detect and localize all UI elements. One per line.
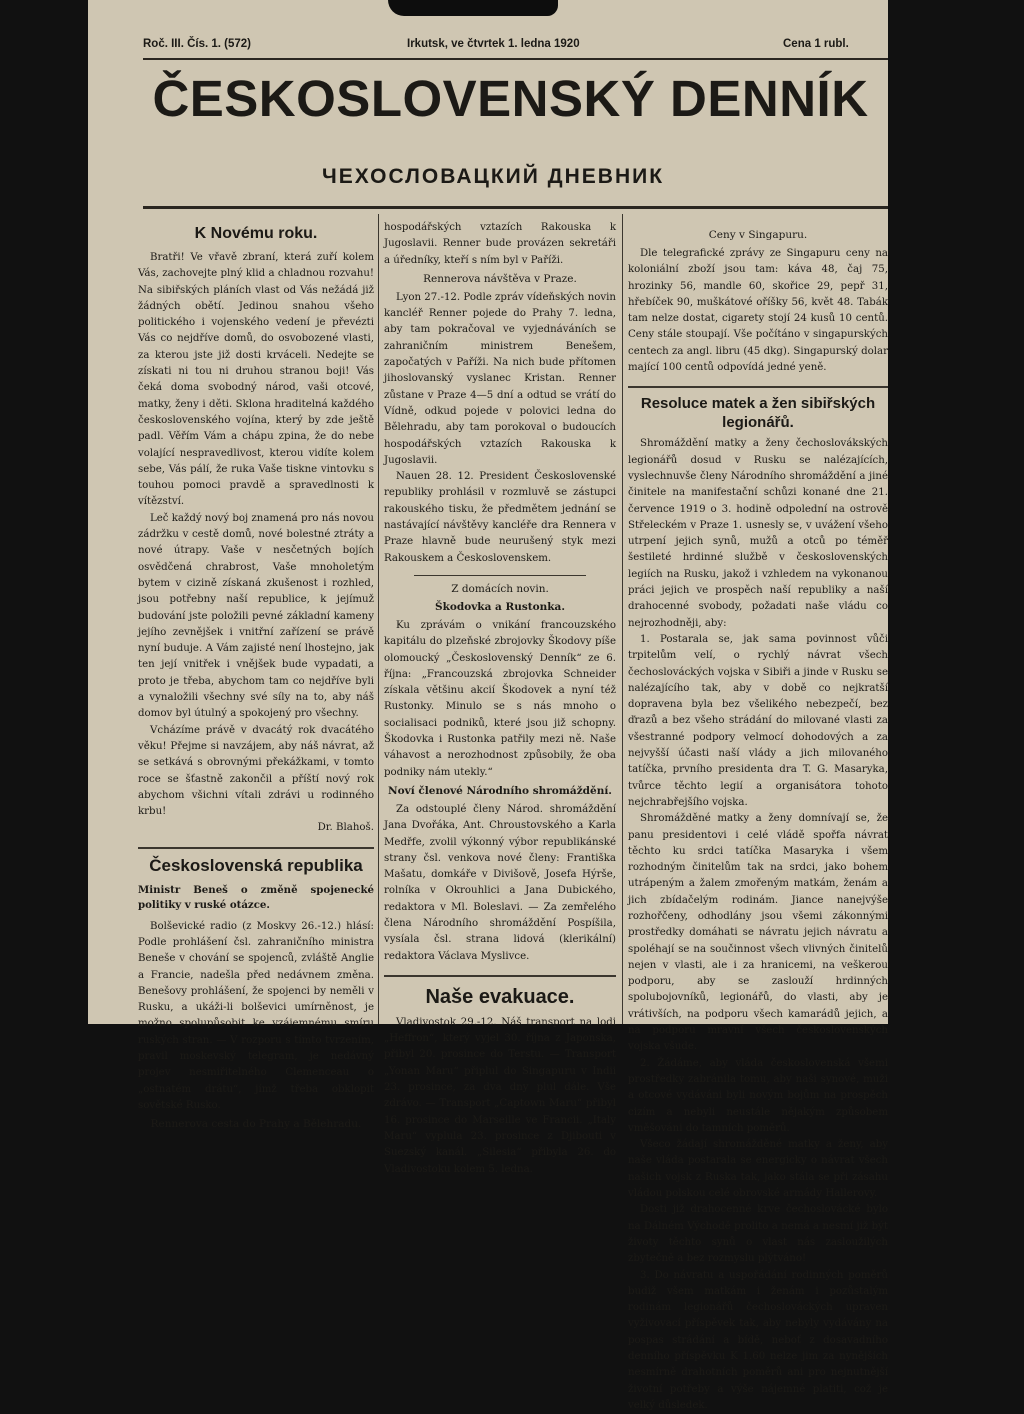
article-paragraph: Vcházíme právě v dvacátý rok dvacátého věku! Přejme si navzájem, aby náš návrat, až se setkává s obrovnými překážkami, v tomto roce se šťastně zakončil a příští nový rok abychom všichni vítali zdrávi u rodinného krbu! xyxy=(138,724,374,818)
place-date: Irkutsk, ve čtvrtek 1. ledna 1920 xyxy=(407,38,580,50)
article-paragraph: Shromážděné matky a ženy domnívají se, že panu presidentovi i celé vládě spořfa návrat těchto ku srdci tatíčka Masaryka i všem rozhodným činitelům tak na srdci, jako bohem utrápeným a žalem zmořeným matkám, ženám a jich zbídačelým rodinám. Jiance nanejvýše rozhořčeny, odhodlány jsou všemi zákonnými prostředky domáhati se návratu jejich návratu a spoléhají se na součinnost všech vlivných činitelů nejen v vlasti, ale i za hranicemi, na veškerou podporu, aby se zaslouží hrdinných spolubojovníků, legionářů, do vlasti, aby je vrátivších, na podporu všech kamarádů jejich, a na podporu mravní všech československých vojska všude. xyxy=(628,813,888,1053)
masthead-rule-top xyxy=(143,58,888,60)
article-subtitle: Rennerova cesta do Prahy a Bělehradu. xyxy=(150,1118,362,1131)
section-divider xyxy=(384,975,616,977)
article-title: K Novému roku. xyxy=(194,225,318,242)
article-paragraph: Bratři! Ve vřavě zbraní, která zuří kolem Vás, zachovejte plný klid a chladnou rozvahu! Na sibiřských pláních vlast od Vás nežádá již žádných obětí. Jedinou snahou všeho politického i vojenského vedení je převézti Vás co nejdříve domů, do osvobozené vlasti, za kterou jste již dosti krváceli. Nedejte se získati ni tou ni druhou stranou boji! Vás čeká doma svobodný národ, vaši otcové, matky, ženy i děti. Sklona hraditelná každého československého vojína, který by zde ještě padl. Věřím Vám a chápu zpina, že do nebe volající nespravedlivost, kterou vidíte kolem sebe, Vás pálí, že ruka Vaše tiskne vintovku s touhou pomoci pravdě a spravedlnosti k vítězství. xyxy=(138,252,374,508)
price: Cena 1 rubl. xyxy=(783,38,849,50)
article-subtitle: Rennerova návštěva v Praze. xyxy=(423,272,577,285)
article-paragraph: Leč každý nový boj znamená pro nás novou zádržku v cestě domů, nové bolestné ztráty a nové útrapy. Vaše v nesčetných bojích osvědčená chrabrost, Vaše mnoholetým bytem v cizině získaná zkušenost i rozhled, jsou potřebny naší republice, k jejímuž budování jste položili pevné základní kameny jejího zevnějšek i vnitřní zařízení se právě nyní buduje. A Vám zajisté není lhostejno, jak ten její vnitřek i vnějšek bude vypadati, a proto je třeba, abychom tam co nejdříve byli a vynaložili všechny své síly na to, aby náš domov byl útulný a spokojený pro všechny. xyxy=(138,512,374,720)
column-left xyxy=(138,220,374,1131)
column-divider xyxy=(622,214,623,1024)
torn-edge xyxy=(388,0,558,16)
article-paragraph: Ku zprávám o vnikání francouzského kapitálu do plzeňské zbrojovky Škodovy píše olomoucký „Československý Denník“ ze 6. října: „Francouzská zbrojovka Schneider získala většinu akcií Škodovek a nyní též Rustonky. Minulo se s nás mnoho o socialisaci podniků, které jsou již schopny. Škodovka i Rustonka patřily mezi ně. Naše váhavost a nerozhodnost způsobily, že oba podniky nám utekly.“ xyxy=(384,619,616,778)
article-paragraph: Dle telegrafické zprávy ze Singapuru ceny na koloniální zboží jsou tam: káva 48, čaj 75, hrozinky 56, mandle 60, skořice 29, pepř 31, hřebíček 90, muškátové oříšky 56, květ 48. Tabák tam nelze dostat, cigarety stojí 24 kusů 10 centů. Ceny stále stoupají. Vše počítáno v singapurských centech za angl. libru (45 dkg). Singapurský dolar mající 100 centů odpovídá jedné yeně. xyxy=(628,248,888,374)
newspaper-title: ČESKOSLOVENSKÝ DENNÍK xyxy=(152,70,869,127)
article-paragraph: Dosti již drahocenné krve čechoslovácké bylo na Dálném Východě prolito a nemá a nesmí již být životy těchto synů o vlast nás zasloužilých zbytečně a bez rozmyslu plýtváno! xyxy=(628,1204,888,1265)
column-middle xyxy=(384,220,616,1175)
article-paragraph: Všeco žádají shromážděné matky a ženy, aby naše vláda postarala se energicky o návrat všech našich vojsk z Ruska tak, jako stála se při zásahu vládou polskou celé obrovské armády Hallerovy. xyxy=(628,1139,888,1200)
article-paragraph: 3. Do návratu a uspořádání rodinných poměrů budiž všem matkám i ženám i pozůstalým rodinám legionářů čechoslováckých upraven vyživovací příspěvek tak, aby nebyly vydávány na pospas strádání a bídě, neboť z dosavadního denního příspěvku K 1.60 nelze jim za nynějších nesmírně drahotních poměrů ani pro nejnutnější životní potřeby a výše nájemné platiti, což je velký důsledek. xyxy=(628,1269,888,1411)
newspaper-page xyxy=(88,0,888,1411)
article-paragraph: Vladivostok 29.-12. Náš transport na lodi „Heffron“, který vyjel 30. října z Japonska, přibyl 20. prosince do Terstu. — Transport „Yonan Maru“ připlul do Singapuru v Indii 23. prosince, za dva dny plul dále. Vše zdrávo. — Transport „Captown Maru“ přibyl 16. prosince do Marseille ve Francii. „Italy Maru“ vyplula 23. prosince z Djibouti v Suezský kanál. „Silesia“ přibyla 26. do Vladivostoku kolem 5. ledna. xyxy=(384,1016,616,1175)
article-title: Resoluce matek a žen sibiřských legionářů. xyxy=(640,395,876,432)
article-title: Naše evakuace. xyxy=(425,985,575,1008)
article-paragraph: Za odstouplé členy Národ. shromáždění Jana Dvořáka, Ant. Chroustovského a Karla Medřfe, zvolil výkonný výbor republikánské strany čsl. venkova nové členy: Františka Mašatu, domkáře v Divišově, Josefa Hýrše, rolníka v Okrouhlici a Jana Dubického, redaktora v Ml. Boleslavi. — Za zemřelého člena Národního shromáždění Pospíšila, vysíala čsl. strana lidová (klerikální) redaktora Václava Myslivce. xyxy=(384,803,616,962)
masthead-rule-bottom xyxy=(143,206,888,209)
article-title: Československá republika xyxy=(149,855,363,875)
section-divider xyxy=(414,575,586,576)
article-subtitle: Noví členové Národního shromáždění. xyxy=(388,784,612,797)
article-signature: Dr. Blahoš. xyxy=(317,822,374,834)
column-right xyxy=(628,220,888,1411)
section-divider xyxy=(628,386,888,388)
article-paragraph: 2. Žádáme, aby vláda československá všemi prostředky zabránila tomu, aby naši synové, muži a otcové vydáváni byli novým bojům na prospěch cizím a nebyli neustále nějakým způsobem vměšováni do tamních poměrů. xyxy=(628,1057,888,1134)
article-paragraph: Lyon 27.-12. Podle zpráv vídeňských novin kancléř Renner pojede do Prahy 7. ledna, aby tam pokračoval ve vyjednáváních se zahraničním ministrem Benešem, započatých v Paříži. Na nich bude přítomen jihoslovanský vyslanec Kristan. Renner zůstane v Praze 4—5 dní a odtud se vrátí do Vídně, odkud pojede v polovici ledna do Bělehradu, aby tam porokoval o budoucích hospodářských vztazích Rakouska k Jugoslavii. xyxy=(384,291,616,466)
section-divider xyxy=(138,847,374,849)
article-subtitle: Ceny v Singapuru. xyxy=(708,229,808,241)
issue-number: Roč. III. Čís. 1. (572) xyxy=(143,38,252,50)
article-paragraph: Shromáždění matky a ženy čechoslovákských legionářů dosud v Rusku se nalézajících, vyslechnuvše členy Národního shromáždění a jiné činitele na manifestační schůzi konané dne 21. července 1919 o 3. hodině odpolední na ostrově Střeleckém v Praze 1. usnesly se, v uvážení všeho utrpení jejich synů, mužů a otců po téměř šestileté hrdinné službě v československých legiích na Rusku, jakož i vzhledem na vykonanou práci jejich ve prospěch naší republiky a naší drahocenné svobody, požadati naše vládu co nejrozhodněji, aby: xyxy=(628,438,888,629)
newspaper-subtitle: ЧЕХОСЛОВАЦКИЙ ДНЕВНИК xyxy=(321,165,665,188)
article-paragraph: Nauen 28. 12. President Československé republiky prohlásil v rozmluvě se zástupci rakouského tisku, že předmětem jednání se nastávající návštěvy kancléře dra Rennera v Praze hlavně bude neurušený styk mezi Rakouskem a Československem. xyxy=(384,471,616,564)
article-subtitle: Škodovka a Rustonka. xyxy=(435,600,565,613)
article-paragraph: 1. Postarala se, jak sama povinnost vůči trpitelům velí, o rychlý návrat všech čechoslováckých vojska v Sibiři a jinde v Rusku se nalézajícího tak, aby v době co nejkratší dopravena byla bez všelikého nebezpečí, bez ďrazů a bez všeho strádání do milované vlasti za všestranné podpory velmocí dohodových a za nejvyšší účasti naší vlády a jich milovaného tatíčka, prvního presidenta dra T. G. Masaryka, tvůrce těchto legií a organisátora tohoto nejchrabřejšího vojska. xyxy=(628,633,888,808)
article-paragraph: Bolševické radio (z Moskvy 26.-12.) hlásí: Podle prohlášení čsl. zahraničního ministra Beneše v chování se spojenců, zvláště Anglie a Francie, nadešla před nedávnem změna. Benešovy prohlášení, že spojenci by neměli v Rusku, a ukáži-li bolševici umírněnost, je možno spolupůsobit ke vzájemnému smíru ruských stran. — V rozporu s tímto tvrzením, pravil moskevský telegram, je nedávný projev nesmiřitelného Clemenceau o „ostnatém drátu“, jímž třeba obklopit sovětské Rusko. xyxy=(138,920,374,1111)
section-title: Z domácích novin. xyxy=(451,582,549,595)
column-divider xyxy=(378,214,379,1024)
article-paragraph: hospodářských vztazích Rakouska k Jugoslavii. Renner bude provázen sekretáři a úředníky, kteří s ním byl v Paříži. xyxy=(384,222,616,266)
article-lead: Ministr Beneš o změně spojenecké politiky v ruské otázce. xyxy=(138,883,374,911)
